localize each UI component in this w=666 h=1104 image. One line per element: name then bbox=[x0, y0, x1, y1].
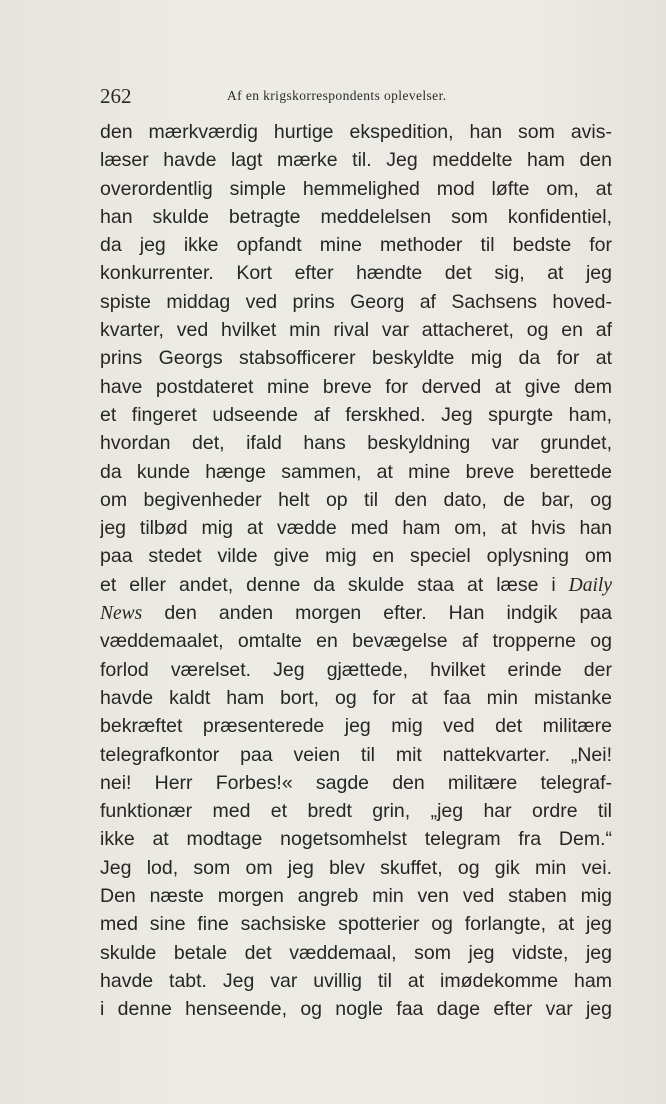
text-line: funktionær med et bredt grin, „jeg har ordre til bbox=[100, 800, 612, 823]
page-number: 262 bbox=[100, 84, 132, 108]
text-line: have postdateret mine breve for derved at give dem bbox=[100, 375, 612, 398]
text-line: forlod værelset. Jeg gjættede, hvilket erinde der bbox=[100, 658, 612, 681]
text-line: havde kaldt ham bort, og for at faa min mistanke bbox=[100, 686, 612, 709]
text-line: i denne henseende, og nogle faa dage efter var jeg bbox=[100, 998, 612, 1021]
text-segment: et eller andet, denne da skulde staa at læse i bbox=[100, 573, 556, 596]
text-line: Den næste morgen angreb min ven ved staben mig bbox=[100, 885, 612, 908]
text-line: da jeg ikke opfandt mine methoder til bedste for bbox=[100, 234, 612, 257]
text-line: om begivenheder helt op til den dato, de bar, og bbox=[100, 488, 612, 511]
text-line: læser havde lagt mærke til. Jeg meddelte ham den bbox=[100, 149, 612, 172]
text-line: Jeg lod, som om jeg blev skuffet, og gik min vei. bbox=[100, 856, 612, 879]
text-line-with-italic bbox=[100, 571, 612, 599]
italic-newspaper-name: News bbox=[100, 603, 143, 625]
text-line: konkurrenter. Kort efter hændte det sig, at jeg bbox=[100, 262, 612, 285]
running-title: Af en krigskorrespondents oplevelser. bbox=[227, 88, 447, 103]
text-segment: den anden morgen efter. Han indgik paa bbox=[164, 602, 612, 625]
text-line: med sine fine sachsiske spotterier og forlangte, at jeg bbox=[100, 913, 612, 936]
text-line: væddemaalet, omtalte en bevægelse af tropperne og bbox=[100, 630, 612, 653]
text-line: spiste middag ved prins Georg af Sachsens hoved- bbox=[100, 290, 612, 313]
text-line: skulde betale det væddemaal, som jeg vidste, jeg bbox=[100, 941, 612, 964]
page-header bbox=[100, 84, 600, 114]
text-line-with-italic bbox=[100, 599, 612, 627]
text-line: overordentlig simple hemmelighed mod løfte om, at bbox=[100, 177, 612, 200]
text-line: hvordan det, ifald hans beskyldning var grundet, bbox=[100, 432, 612, 455]
text-line: paa stedet vilde give mig en speciel oplysning om bbox=[100, 545, 612, 568]
text-line: den mærkværdig hurtige ekspedition, han som avis- bbox=[100, 121, 612, 143]
text-line: et fingeret udseende af ferskhed. Jeg spurgte ham, bbox=[100, 403, 612, 426]
text-line: havde tabt. Jeg var uvillig til at imødekomme ham bbox=[100, 969, 612, 992]
italic-newspaper-name: Daily bbox=[568, 574, 612, 596]
text-line: kvarter, ved hvilket min rival var attacheret, og en af bbox=[100, 319, 612, 342]
text-line: bekræftet præsenterede jeg mig ved det militære bbox=[100, 715, 612, 738]
text-line: telegrafkontor paa veien til mit nattekvarter. „Nei! bbox=[100, 743, 612, 766]
text-line: prins Georgs stabsofficerer beskyldte mig da for at bbox=[100, 347, 612, 370]
text-line: jeg tilbød mig at vædde med ham om, at hvis han bbox=[100, 517, 612, 540]
text-line: nei! Herr Forbes!« sagde den militære telegraf- bbox=[100, 771, 612, 794]
text-line: han skulde betragte meddelelsen som konfidentiel, bbox=[100, 205, 612, 228]
text-line: da kunde hænge sammen, at mine breve berettede bbox=[100, 460, 612, 483]
body-text bbox=[100, 118, 612, 1024]
text-line: ikke at modtage nogetsomhelst telegram fra Dem.“ bbox=[100, 828, 612, 851]
